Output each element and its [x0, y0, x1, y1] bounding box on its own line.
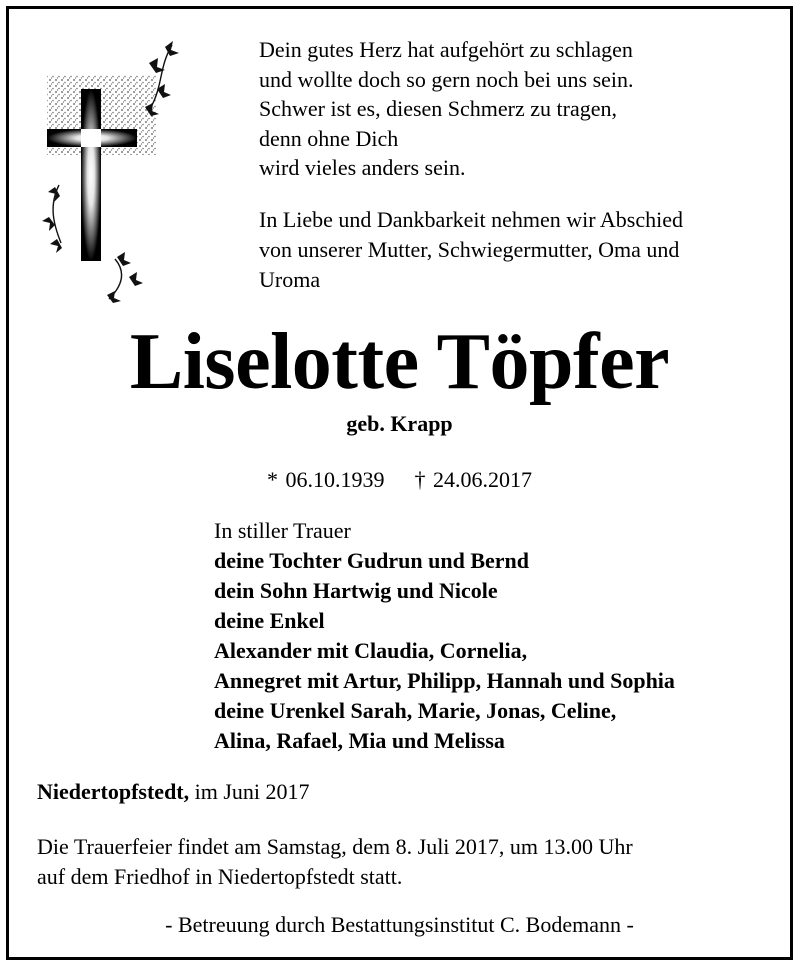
mourner-line: Alina, Rafael, Mia und Melissa: [214, 728, 505, 753]
death-date: † 24.06.2017: [414, 467, 532, 492]
poem-line: Dein gutes Herz hat aufgehört zu schlagen: [259, 37, 633, 62]
poem-line: Schwer ist es, diesen Schmerz zu tragen,: [259, 96, 617, 121]
mourner-line: Annegret mit Artur, Philipp, Hannah und Sophia: [214, 668, 675, 693]
undertaker-note: - Betreuung durch Bestattungsinstitut C. Bodemann -: [165, 912, 634, 937]
farewell-intro: [259, 205, 683, 295]
life-dates: [9, 467, 790, 493]
intro-line: In Liebe und Dankbarkeit nehmen wir Abschied: [259, 207, 683, 232]
mourner-line: Alexander mit Claudia, Cornelia,: [214, 638, 528, 663]
place: Niedertopfstedt,: [37, 779, 190, 804]
funeral-line: auf dem Friedhof in Niedertopfstedt statt.: [37, 864, 403, 889]
date: im Juni 2017: [194, 779, 310, 804]
place-date: [37, 779, 310, 805]
poem-line: und wollte doch so gern noch bei uns sein.: [259, 66, 634, 92]
mourner-line: deine Urenkel Sarah, Marie, Jonas, Celine,: [214, 698, 617, 723]
mourners-list: [214, 516, 675, 756]
mourner-line: deine Tochter Gudrun und Bernd: [214, 548, 530, 573]
mourner-line: dein Sohn Hartwig und Nicole: [214, 578, 498, 603]
funeral-line: Die Trauerfeier findet am Samstag, dem 8. Juli 2017, um 13.00 Uhr: [37, 834, 633, 859]
obituary-notice: [6, 6, 793, 960]
mourner-line: deine Enkel: [214, 608, 325, 633]
birth-name: geb. Krapp: [346, 411, 453, 436]
poem: [259, 35, 634, 183]
poem-line: denn ohne Dich: [259, 125, 399, 151]
poem-line: wird vieles anders sein.: [259, 155, 466, 180]
cross-with-ivy-icon: [37, 37, 187, 317]
deceased-name: Liselotte Töpfer: [129, 318, 670, 406]
intro-line: Uroma: [259, 267, 321, 292]
intro-line: von unserer Mutter, Schwiegermutter, Oma und: [259, 237, 680, 262]
mourners-heading: In stiller Trauer: [214, 518, 351, 543]
funeral-info: [37, 832, 633, 892]
birth-date: * 06.10.1939: [267, 467, 385, 492]
